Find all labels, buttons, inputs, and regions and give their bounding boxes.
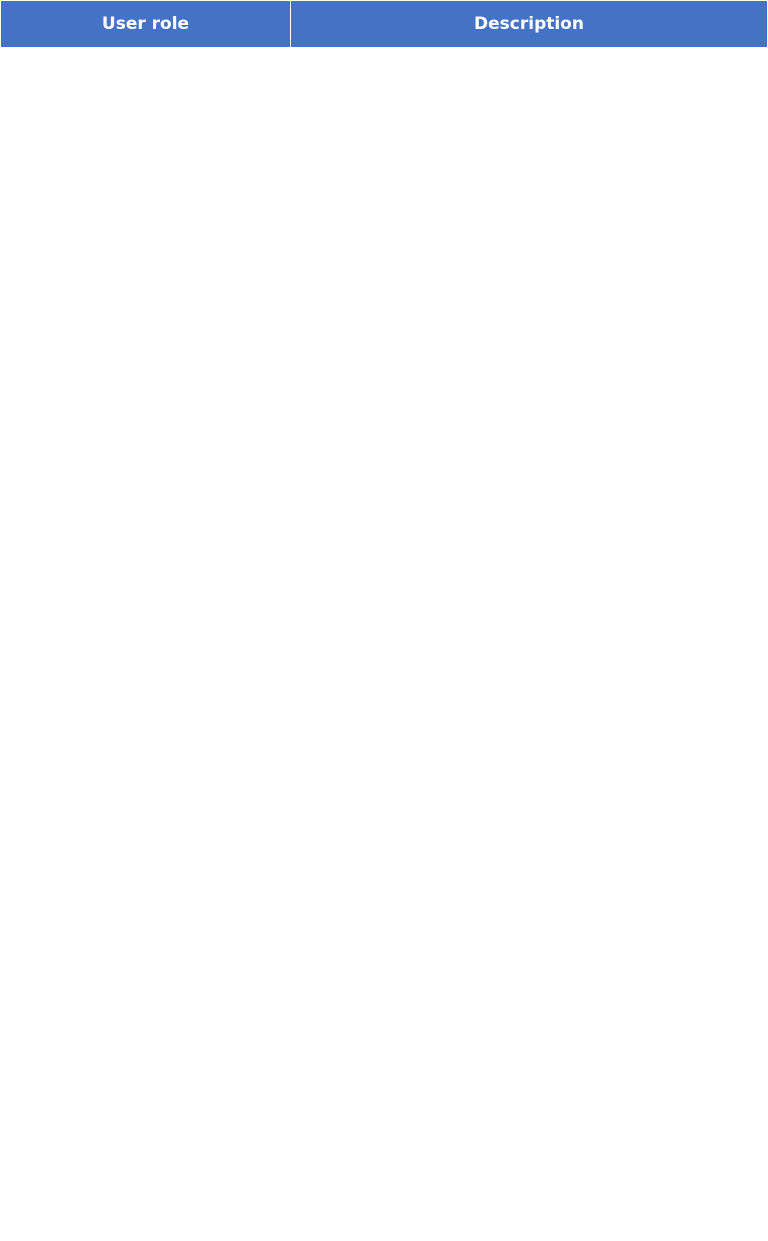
table-body [0, 48, 768, 1241]
roles-table [1, 1, 767, 47]
column-header-user-role: User role [1, 1, 291, 47]
column-header-description: Description [291, 1, 767, 47]
